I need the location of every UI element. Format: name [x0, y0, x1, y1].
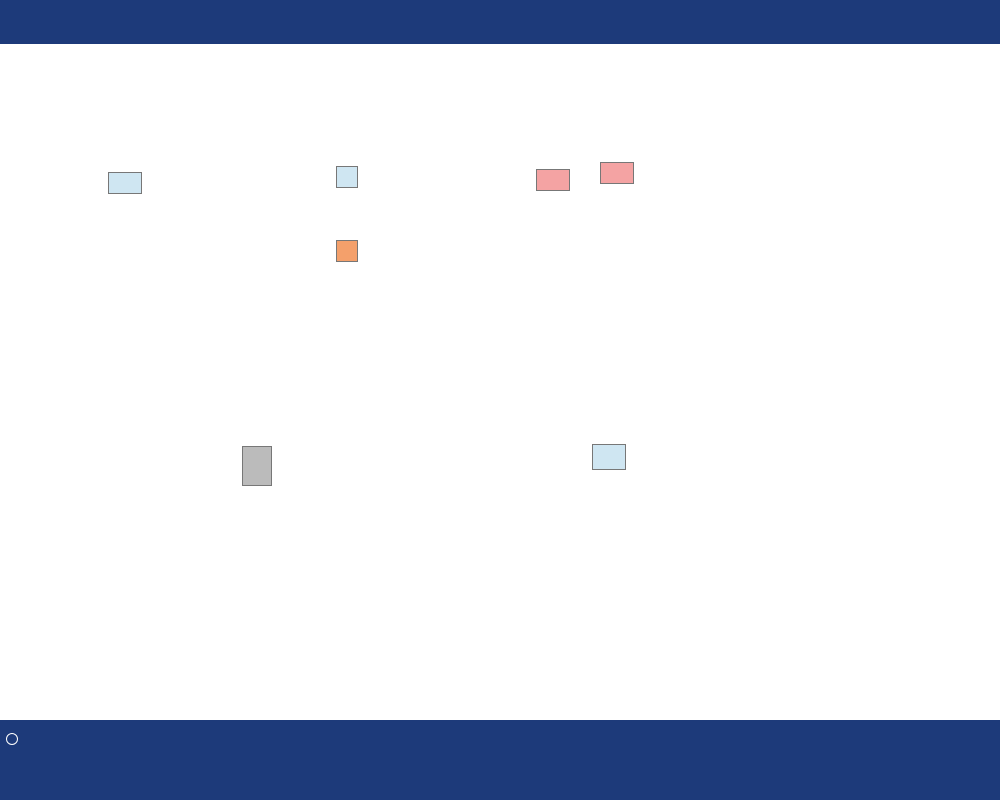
- example-pb-box: [536, 169, 570, 191]
- poster: [30, 44, 970, 720]
- example-es-box: [600, 162, 634, 184]
- top-border-band: [0, 0, 1000, 44]
- example-fe-box: [108, 172, 142, 194]
- example-legend-cell: [242, 446, 272, 486]
- example-pd-box: [336, 240, 358, 262]
- example-cu-box: [336, 166, 358, 188]
- radioactive-example-cell: [592, 444, 626, 470]
- bottom-border-band: [0, 720, 1000, 800]
- medi-learn-icon: [6, 733, 18, 745]
- medi-learn-logo: [6, 733, 21, 745]
